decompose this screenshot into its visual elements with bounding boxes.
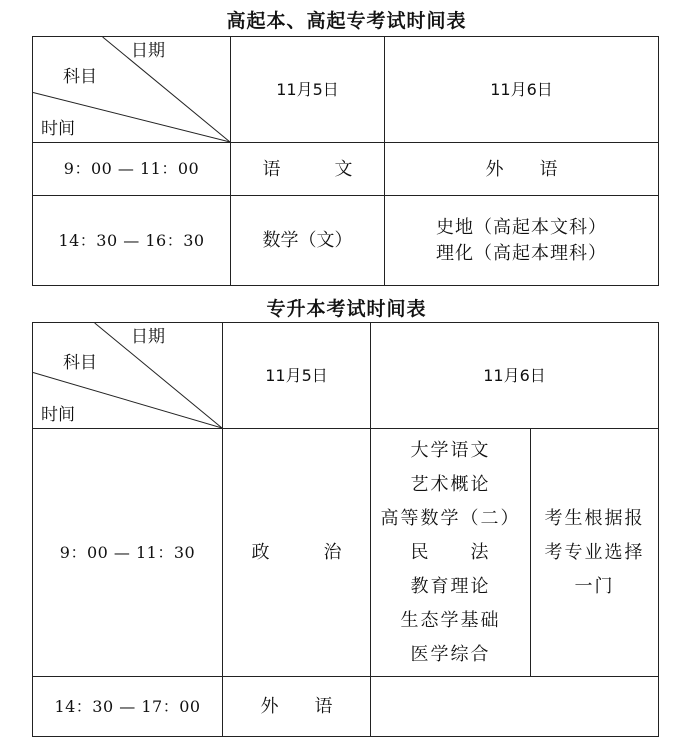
elective-subject: 生态学基础 [400,609,501,631]
time-slot-morning: 9：00 — 11：00 [33,143,231,196]
empty-cell [371,677,659,737]
table1-title: 高起本、高起专考试时间表 [226,10,467,32]
subject-cell [385,196,659,286]
day1-header: 11月5日 [231,37,385,143]
elective-subject: 艺术概论 [410,473,491,495]
selection-note [531,429,659,677]
subject-line: 理化（高起本理科） [436,242,607,264]
day2-header: 11月6日 [385,37,659,143]
note-line: 考生根据报 [544,507,645,529]
subject-cell: 外 语 [223,677,371,737]
corner-subject-label: 科目 [63,353,97,373]
elective-subject: 大学语文 [410,439,491,461]
subject-cell: 语 文 [231,143,385,196]
elective-subject: 医学综合 [410,643,491,665]
time-slot-morning: 9：00 — 11：30 [33,429,223,677]
corner-subject-label: 科目 [63,67,97,87]
elective-subject: 高等数学（二） [380,507,521,529]
corner-date-label: 日期 [131,41,165,61]
corner-date-label: 日期 [131,327,165,347]
schedule-table-2 [32,322,659,737]
day1-header: 11月5日 [223,323,371,429]
subject-line: 史地（高起本文科） [436,216,607,238]
time-slot-afternoon: 14：30 — 16：30 [33,196,231,286]
corner-time-label: 时间 [41,119,75,139]
time-slot-afternoon: 14：30 — 17：00 [33,677,223,737]
elective-subject: 教育理论 [410,575,491,597]
note-line: 考专业选择 [544,541,645,563]
subject-cell: 数学（文） [231,196,385,286]
subject-cell: 政 治 [223,429,371,677]
day2-header: 11月6日 [371,323,659,429]
corner-header-cell [33,323,223,429]
corner-time-label: 时间 [41,405,75,425]
schedule-table-1 [32,36,659,286]
elective-subject: 民 法 [410,541,491,563]
corner-header-cell [33,37,231,143]
table2-title: 专升本考试时间表 [266,298,427,320]
note-line: 一门 [574,575,615,597]
subject-cell: 外 语 [385,143,659,196]
elective-subject-list [371,429,531,677]
